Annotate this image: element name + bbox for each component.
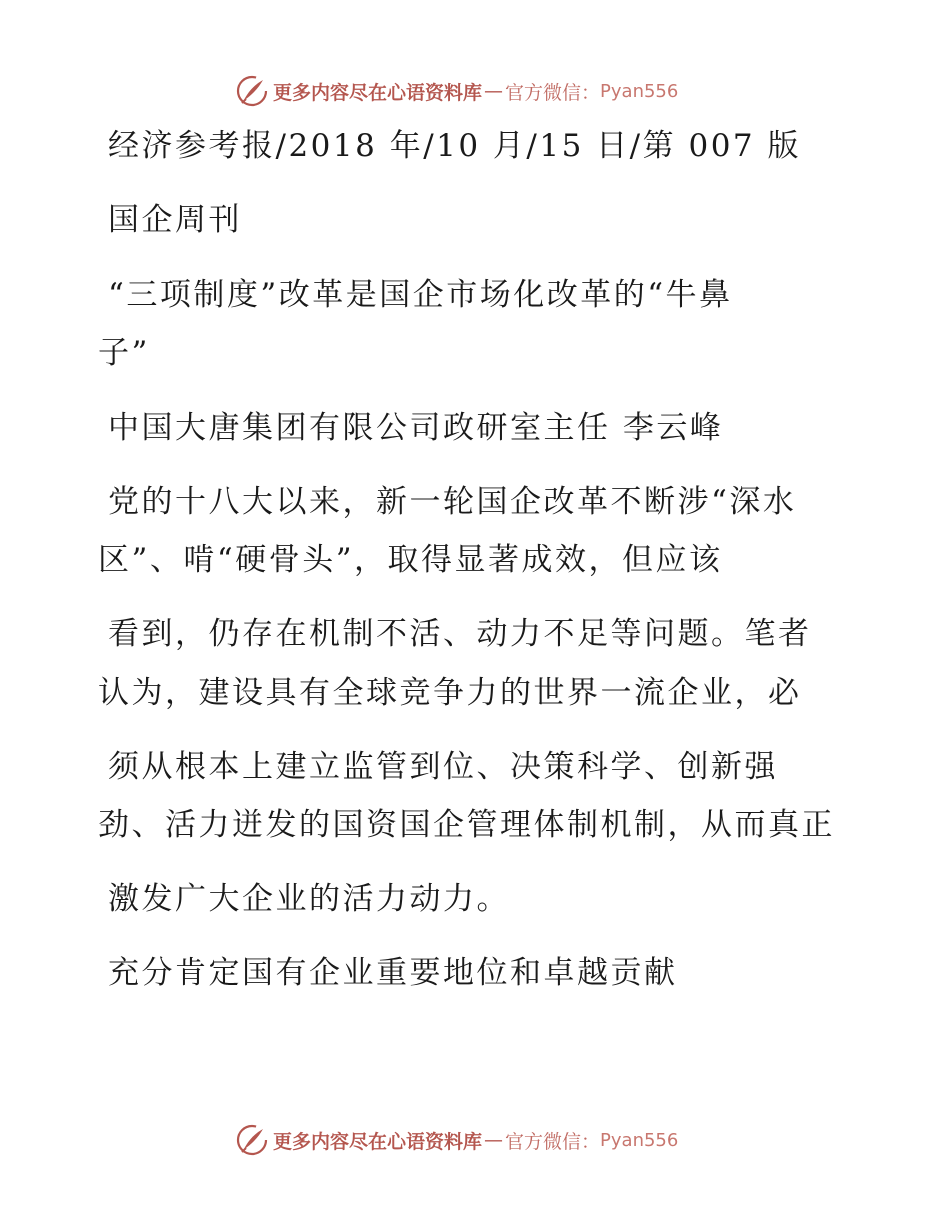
body-line: 党的十八大以来，新一轮国企改革不断涉“深水 <box>108 484 797 520</box>
article-title-line-2: 子” <box>98 335 150 371</box>
watermark-main-text: 更多内容尽在心语资料库 <box>273 81 483 104</box>
body-line: 须从根本上建立监管到位、决策科学、创新强 <box>108 749 778 785</box>
watermark-sub-text: 官方微信： <box>505 81 601 104</box>
watermark-header <box>235 74 678 108</box>
watermark-sub-text: 官方微信： <box>505 1130 601 1153</box>
body-line: 认为，建设具有全球竞争力的世界一流企业，必 <box>98 675 802 711</box>
watermark-main-text: 更多内容尽在心语资料库 <box>273 1130 483 1153</box>
section-heading: 充分肯定国有企业重要地位和卓越贡献 <box>108 955 678 991</box>
author-line: 中国大唐集团有限公司政研室主任 李云峰 <box>108 410 724 446</box>
watermark-footer <box>235 1123 678 1157</box>
watermark-dash: — <box>484 1129 504 1151</box>
article-title-line-1: “三项制度”改革是国企市场化改革的“牛鼻 <box>108 277 733 313</box>
body-line: 看到，仍存在机制不活、动力不足等问题。笔者 <box>108 616 812 652</box>
watermark-dash: — <box>484 80 504 102</box>
column-name: 国企周刊 <box>108 202 242 238</box>
source-line: 经济参考报/2018 年/10 月/15 日/第 007 版 <box>108 128 802 164</box>
feather-pen-logo-icon <box>235 74 269 108</box>
feather-pen-logo-icon <box>235 1123 269 1157</box>
watermark-wechat-id: Pyan556 <box>600 1129 679 1151</box>
watermark-wechat-id: Pyan556 <box>600 80 679 102</box>
body-line: 激发广大企业的活力动力。 <box>108 881 510 917</box>
body-line: 区”、啃“硬骨头”，取得显著成效，但应该 <box>98 542 723 578</box>
body-line: 劲、活力迸发的国资国企管理体制机制，从而真正 <box>98 807 835 843</box>
